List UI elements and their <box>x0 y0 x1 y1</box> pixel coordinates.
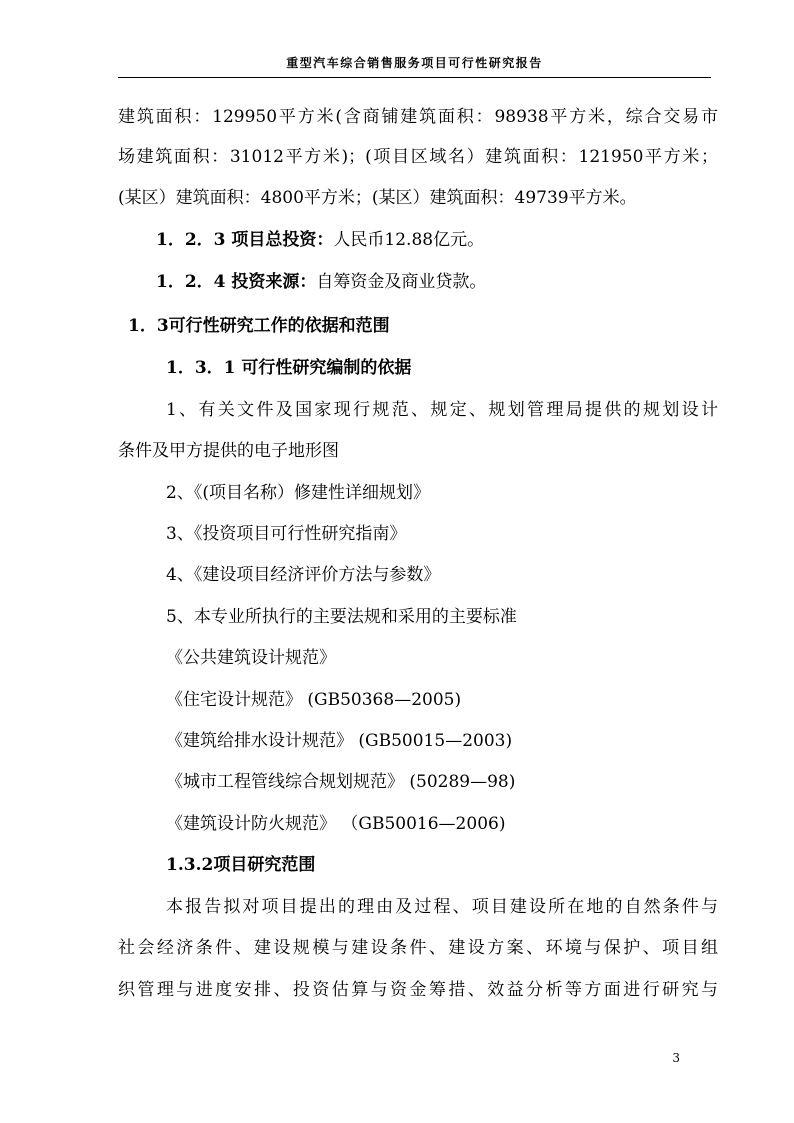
standard-item: 《建筑设计防火规范》 （GB50016—2006) <box>166 814 506 834</box>
standard-item: 《住宅设计规范》 (GB50368—2005) <box>166 690 462 710</box>
standard-item: 《公共建筑设计规范》 <box>166 648 336 668</box>
funding-source <box>156 270 756 294</box>
section-heading-1-3-1: 1．3．1 可行性研究编制的依据 <box>166 358 412 378</box>
basis-item-1-continued: 条件及甲方提供的电子地形图 <box>118 441 339 461</box>
funding-source-label: 1．2．4 投资来源： <box>156 272 317 292</box>
total-investment-value: 人民币12.88亿元。 <box>333 230 485 250</box>
total-investment <box>156 228 756 252</box>
basis-item-1: 1、有关文件及国家现行规范、规定、规划管理局提供的规划设计 <box>166 400 718 420</box>
scope-line-1: 本报告拟对项目提出的理由及过程、项目建设所在地的自然条件与 <box>166 897 718 917</box>
area-line-3: (某区）建筑面积：4800平方米；(某区）建筑面积：49739平方米。 <box>118 188 637 208</box>
header-divider <box>118 77 711 78</box>
scope-line-2: 社会经济条件、建设规模与建设条件、建设方案、环境与保护、项目组 <box>118 938 718 958</box>
basis-item-4: 4、《建设项目经济评价方法与参数》 <box>166 565 441 585</box>
section-heading-1-3-2: 1.3.2项目研究范围 <box>166 855 316 875</box>
basis-item-3: 3、《投资项目可行性研究指南》 <box>166 524 407 544</box>
basis-item-2: 2、《(项目名称）修建性详细规划》 <box>166 483 430 503</box>
area-line-2: 场建筑面积：31012平方米)；(项目区域名）建筑面积：121950平方米； <box>118 147 718 167</box>
standard-item: 《建筑给排水设计规范》 (GB50015—2003) <box>166 731 513 751</box>
basis-item-5: 5、本专业所执行的主要法规和采用的主要标准 <box>166 607 517 627</box>
running-header: 重型汽车综合销售服务项目可行性研究报告 <box>286 56 543 70</box>
funding-source-value: 自筹资金及商业贷款。 <box>316 272 487 292</box>
scope-line-3: 织管理与进度安排、投资估算与资金筹措、效益分析等方面进行研究与 <box>118 980 718 1000</box>
total-investment-label: 1．2．3 项目总投资： <box>156 230 334 250</box>
area-line-1: 建筑面积：129950平方米(含商铺建筑面积：98938平方米，综合交易市 <box>118 107 718 127</box>
page-number: 3 <box>672 1051 680 1065</box>
standard-item: 《城市工程管线综合规划规范》 (50289—98) <box>166 772 516 792</box>
section-heading-1-3: 1．3可行性研究工作的依据和范围 <box>128 316 390 336</box>
